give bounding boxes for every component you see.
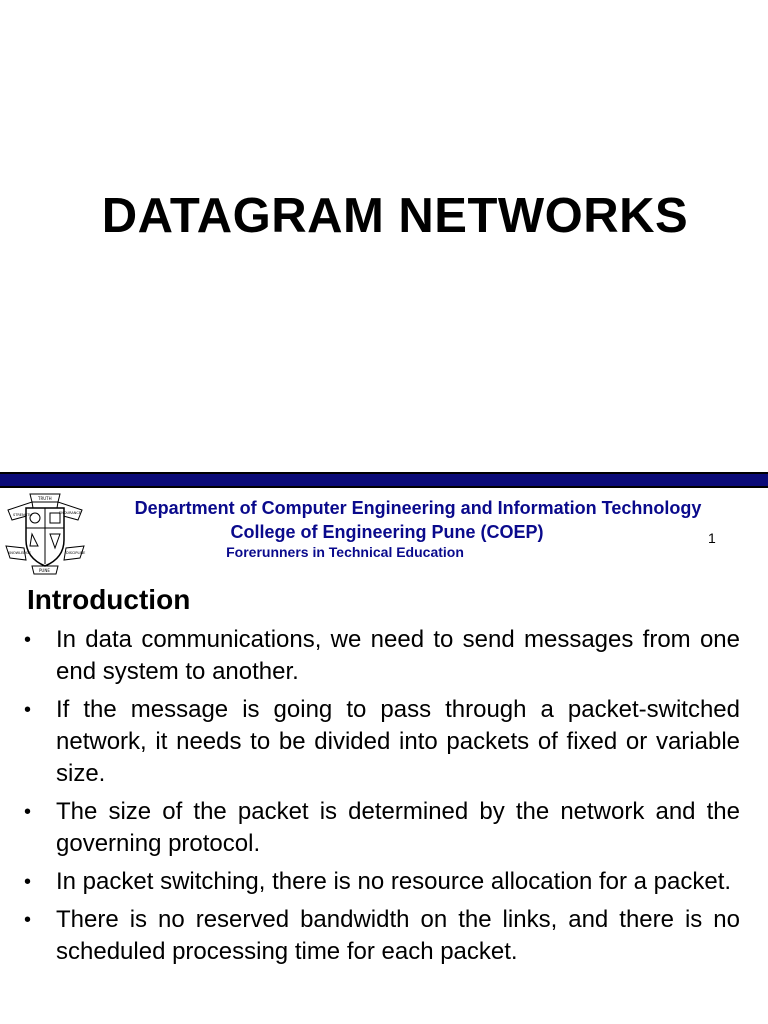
department-name: Department of Computer Engineering and Information Technology <box>134 498 702 518</box>
svg-text:PUNE: PUNE <box>39 568 50 573</box>
bullet-icon: • <box>24 909 32 931</box>
coep-logo <box>2 488 88 576</box>
slide-title: DATAGRAM NETWORKS <box>101 189 689 243</box>
svg-text:TRUTH: TRUTH <box>38 496 52 501</box>
page-number: 1 <box>708 530 716 546</box>
bullet-item: • In packet switching, there is no resource allocation for a packet. <box>24 866 740 898</box>
bullet-item: • In data communications, we need to send messages from one end system to another. <box>24 626 740 685</box>
college-tagline: Forerunners in Technical Education <box>226 544 464 560</box>
svg-text:KNOWLEDGE: KNOWLEDGE <box>8 551 31 555</box>
bullet-icon: • <box>24 629 32 651</box>
college-name: College of Engineering Pune (COEP) <box>230 522 544 542</box>
svg-text:STRENGTH: STRENGTH <box>13 513 32 517</box>
svg-text:DISCIPLINE: DISCIPLINE <box>66 551 86 555</box>
bullet-item: • There is no reserved bandwidth on the links, and there is no scheduled processing time for each packet. <box>24 906 740 965</box>
bullet-icon: • <box>24 801 32 823</box>
bullet-list <box>24 624 740 974</box>
footer-divider-band <box>0 472 768 488</box>
bullet-item: • If the message is going to pass through a packet-switched network, it needs to be divided into packets of fixed or variable size. <box>24 696 740 787</box>
svg-text:ENDURANCE: ENDURANCE <box>59 511 82 515</box>
bullet-icon: • <box>24 699 32 721</box>
section-heading: Introduction <box>27 584 191 615</box>
bullet-icon: • <box>24 871 32 893</box>
bullet-item: • The size of the packet is determined by the network and the governing protocol. <box>24 798 740 857</box>
